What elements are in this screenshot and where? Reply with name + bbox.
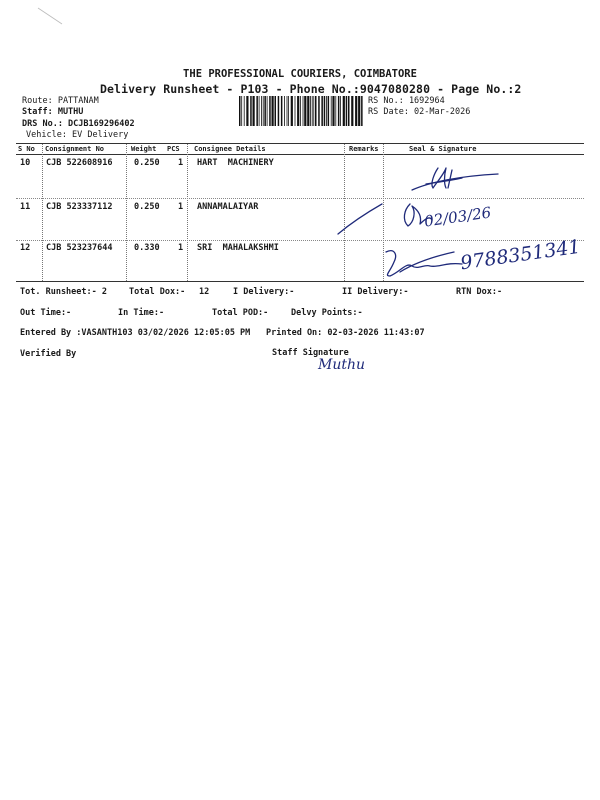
row-separator <box>16 240 584 241</box>
barcode-bar <box>328 96 330 126</box>
barcode-bar <box>297 96 299 126</box>
row3-consignment: CJB 523237644 <box>46 243 113 253</box>
barcode-bar <box>256 96 258 126</box>
col-consignment-header: Consignment No <box>45 145 105 153</box>
barcode-bar <box>275 96 277 126</box>
barcode-bar <box>244 96 245 126</box>
runsheet-title: Delivery Runsheet - P103 - Phone No.:9047080280 - Page No.:2 <box>100 82 522 96</box>
barcode-bar <box>300 96 301 126</box>
row3-phone-note: 9788351341 <box>459 235 582 275</box>
barcode-bar <box>331 96 332 126</box>
barcode-bar <box>264 96 266 126</box>
total-pod: Total POD:- <box>212 308 269 318</box>
barcode-bar <box>340 96 341 126</box>
barcode-bar <box>312 96 313 126</box>
barcode <box>238 96 366 126</box>
col-weight-header: Weight <box>131 145 157 153</box>
row1-consignee: HART MACHINERY <box>197 158 274 168</box>
verified-by: Verified By <box>20 349 77 359</box>
barcode-bar <box>272 96 274 126</box>
row3-sno: 12 <box>20 243 31 253</box>
barcode-bar <box>291 96 293 126</box>
barcode-bar <box>326 96 327 126</box>
barcode-bar <box>259 96 260 126</box>
drs-label: DRS No.: DCJB169296402 <box>22 119 135 129</box>
barcode-bar <box>241 96 242 126</box>
staff-signature-label: Staff Signature <box>272 348 349 358</box>
barcode-bar <box>250 96 252 126</box>
row1-weight: 0.250 <box>134 158 160 168</box>
row2-sno: 11 <box>20 202 31 212</box>
barcode-bar <box>318 96 320 126</box>
total-dox-value: 12 <box>199 287 210 297</box>
barcode-bar <box>304 96 306 126</box>
rs-date: RS Date: 02-Mar-2026 <box>368 107 471 117</box>
barcode-bar <box>313 96 314 126</box>
scan-mark <box>36 6 66 28</box>
staff-label: Staff: MUTHU <box>22 107 84 117</box>
barcode-bar <box>343 96 345 126</box>
total-runsheet: Tot. Runsheet:- 2 <box>20 287 107 297</box>
col-sno-header: S No <box>18 145 35 153</box>
barcode-bar <box>332 96 334 126</box>
barcode-bar <box>355 96 357 126</box>
row2-weight: 0.250 <box>134 202 160 212</box>
barcode-bar <box>361 96 363 126</box>
row2-date-note: 02/03/26 <box>423 203 493 231</box>
barcode-bar <box>253 96 255 126</box>
barcode-bar <box>321 96 323 126</box>
row2-remarks-stroke <box>334 196 394 238</box>
ii-delivery: II Delivery:- <box>342 287 409 297</box>
staff-signature-hand: Muthu <box>318 357 366 373</box>
barcode-bar <box>278 96 280 126</box>
row1-sno: 10 <box>20 158 31 168</box>
col-remarks-header: Remarks <box>349 145 379 153</box>
barcode-bar <box>281 96 283 126</box>
barcode-bar <box>287 96 288 126</box>
barcode-bar <box>269 96 271 126</box>
barcode-bar <box>310 96 311 126</box>
company-title: THE PROFESSIONAL COURIERS, COIMBATORE <box>183 68 417 80</box>
barcode-bar <box>315 96 317 126</box>
col-pcs-header: PCS <box>167 145 180 153</box>
barcode-bar <box>307 96 309 126</box>
barcode-bar <box>239 96 241 126</box>
col-separator <box>126 144 127 281</box>
total-dox-label: Total Dox:- <box>129 287 186 297</box>
col-separator <box>187 144 188 281</box>
out-time: Out Time:- <box>20 308 72 318</box>
col-seal-header: Seal & Signature <box>409 145 477 153</box>
barcode-bar <box>338 96 340 126</box>
i-delivery: I Delivery:- <box>233 287 295 297</box>
row2-consignee: ANNAMALAIYAR <box>197 202 259 212</box>
entered-by: Entered By :VASANTH103 03/02/2026 12:05:05 PM <box>20 328 251 338</box>
row2-pcs: 1 <box>178 202 184 212</box>
table-header-border <box>16 154 584 155</box>
table-bottom-border <box>16 281 584 282</box>
barcode-bar <box>261 96 262 126</box>
barcode-bar <box>335 96 336 126</box>
barcode-bar <box>346 96 348 126</box>
barcode-bar <box>295 96 296 126</box>
row3-pcs: 1 <box>178 243 184 253</box>
barcode-bar <box>303 96 304 126</box>
barcode-bar <box>358 96 360 126</box>
in-time: In Time:- <box>118 308 165 318</box>
row1-pcs: 1 <box>178 158 184 168</box>
route-label: Route: PATTANAM <box>22 96 99 106</box>
row1-consignment: CJB 522608916 <box>46 158 113 168</box>
rs-number: RS No.: 1692964 <box>368 96 445 106</box>
printed-on: Printed On: 02-03-2026 11:43:07 <box>266 328 425 338</box>
delvy-points: Delvy Points:- <box>291 308 363 318</box>
barcode-bar <box>284 96 285 126</box>
barcode-bar <box>263 96 264 126</box>
table-top-border <box>16 143 584 144</box>
barcode-bar <box>246 96 248 126</box>
col-separator <box>42 144 43 281</box>
barcode-bar <box>324 96 326 126</box>
row1-signature <box>400 160 500 200</box>
rtn-dox: RTN Dox:- <box>456 287 503 297</box>
barcode-bar <box>351 96 353 126</box>
barcode-bar <box>288 96 289 126</box>
row2-consignment: CJB 523337112 <box>46 202 113 212</box>
vehicle-label: Vehicle: EV Delivery <box>26 130 129 140</box>
row3-weight: 0.330 <box>134 243 160 253</box>
barcode-bar <box>348 96 350 126</box>
barcode-bar <box>267 96 268 126</box>
row3-consignee: SRI MAHALAKSHMI <box>197 243 279 253</box>
col-consignee-header: Consignee Details <box>194 145 266 153</box>
